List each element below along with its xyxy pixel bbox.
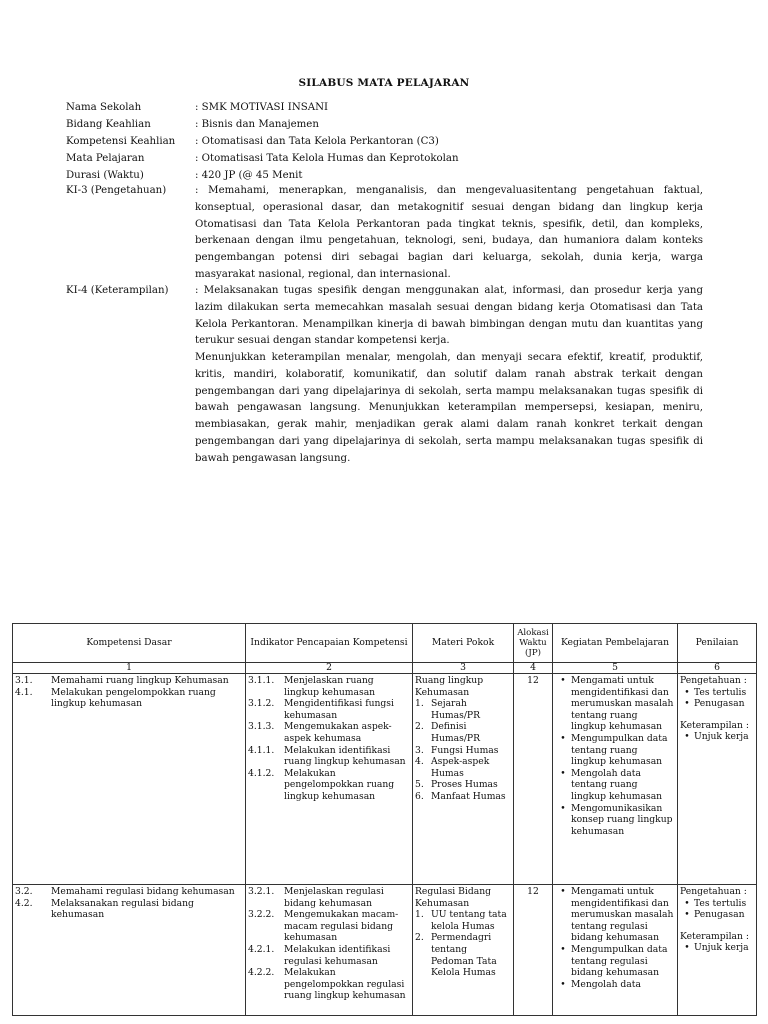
materi-text: UU tentang tata kelola Humas [431,909,507,932]
kd-text: Memahami regulasi bidang kehumasan [51,886,235,897]
materi-number: 5. [415,779,424,791]
indicator-item [248,909,410,944]
penilaian-text: Penugasan [694,698,745,710]
materi-number: 3. [415,744,424,756]
meta-value: : SMK MOTIVASI INSANI [195,102,329,113]
meta-row-competency [66,133,706,150]
column-number: 2 [246,663,413,674]
meta-row-field [66,116,706,133]
indicator-item [248,675,410,698]
meta-value: : Otomatisasi dan Tata Kelola Perkantoran (C3) [195,136,439,147]
kegiatan-item [555,768,675,803]
penilaian-item [680,687,754,699]
syllabus-table [12,623,757,1016]
kegiatan-text: Mengumpulkan data tentang regulasi bidang kehumasan [571,943,668,979]
kegiatan-text: Mengamati untuk mengidentifikasi dan merumuskan masalah tentang ruang lingkup kehumasan [571,675,674,733]
materi-number: 2. [415,721,424,733]
penilaian-item [680,909,754,921]
kegiatan-text: Mengamati untuk mengidentifikasi dan merumuskan masalah tentang regulasi bidang kehumasan [571,886,674,944]
cell-alokasi-waktu: 12 [514,674,553,885]
materi-title: Ruang lingkup Kehumasan [415,675,484,698]
kd-item [15,898,243,921]
column-number: 4 [514,663,553,674]
meta-row-school [66,99,706,116]
ki4-text-1: : Melaksanakan tugas spesifik dengan menggunakan alat, informasi, dan prosedur kerja yang lazim dilakukan serta memecahkan masalah sesuai dengan bidang kerja Otomatisasi dan Tata Kelola Perkantoran. Menampilkan kinerja di bawah bimbingan dengan mutu dan kuantitas yang terukur sesuai dengan standar kompetensi kerja. [195,285,703,347]
table-row [13,674,757,885]
meta-value: : 420 JP (@ 45 Menit [195,170,303,181]
indicator-text: Mengemukakan aspek-aspek kehumasa [284,721,392,744]
bullet-icon: • [560,886,566,897]
kegiatan-item [555,803,675,838]
kd-number: 3.1. [15,675,33,686]
header-kegiatan: Kegiatan Pembelajaran [553,624,678,663]
indicator-text: Melakukan identifikasi regulasi kehumasan [284,943,391,967]
table-row [13,885,757,1016]
ki4-label: KI-4 (Keterampilan) [66,285,169,296]
cell-alokasi-waktu: 12 [514,885,553,1016]
column-number: 3 [413,663,514,674]
cell-indikator [246,674,413,885]
meta-label: Kompetensi Keahlian [66,136,176,147]
column-number: 6 [678,663,757,674]
indicator-number: 4.2.2. [248,967,275,979]
indicator-number: 3.1.3. [248,721,275,733]
penilaian-item [680,898,754,910]
header-penilaian: Penilaian [678,624,757,663]
kd-text: Melaksanakan regulasi bidang kehumasan [51,897,194,921]
materi-item [415,932,511,978]
materi-number: 1. [415,909,424,921]
materi-text: Aspek-aspek Humas [431,756,490,779]
indicator-item [248,768,410,803]
penilaian-text: Tes tertulis [694,897,747,909]
indicator-text: Melakukan identifikasi ruang lingkup kehumasan [284,744,406,768]
indicator-number: 4.1.2. [248,767,275,779]
materi-item [415,756,511,779]
penilaian-text: Tes tertulis [694,686,747,698]
materi-item [415,745,511,757]
bullet-icon: • [684,698,690,710]
materi-number: 1. [415,698,424,710]
kd-number: 4.2. [15,897,33,909]
penilaian-pengetahuan-label: Pengetahuan : [680,675,747,686]
ki3-label: KI-3 (Pengetahuan) [66,185,167,196]
indicator-text: Menjelaskan ruang lingkup kehumasan [284,675,376,698]
meta-row-duration [66,167,706,184]
column-number-row [13,663,757,674]
header-kompetensi-dasar: Kompetensi Dasar [13,624,246,663]
cell-materi-pokok [413,885,514,1016]
indicator-number: 4.1.1. [248,744,275,756]
header-materi-pokok: Materi Pokok [413,624,514,663]
meta-label: Mata Pelajaran [66,153,145,164]
identity-block [66,99,706,184]
penilaian-item [680,942,754,954]
bullet-icon: • [684,897,690,909]
indicator-item [248,698,410,721]
bullet-icon: • [684,942,690,954]
indicator-text: Menjelaskan regulasi bidang kehumasan [284,886,384,909]
kegiatan-text: Mengomunikasikan konsep ruang lingkup kehumasan [571,802,673,837]
bullet-icon: • [560,802,566,814]
indicator-text: Mengidentifikasi fungsi kehumasan [284,698,394,721]
penilaian-text: Unjuk kerja [694,731,749,743]
materi-item [415,909,511,932]
bullet-icon: • [684,731,690,743]
bullet-icon: • [560,943,566,955]
indicator-number: 3.2.2. [248,909,275,921]
column-number: 1 [13,663,246,674]
materi-text: Permendagri tentang Pedoman Tata Kelola Humas [431,932,497,979]
materi-item [415,721,511,744]
materi-number: 2. [415,932,424,944]
materi-number: 6. [415,790,424,802]
penilaian-item [680,731,754,743]
header-alokasi-waktu: Alokasi Waktu (JP) [514,624,553,663]
indicator-number: 3.2.1. [248,886,275,897]
materi-text: Definisi Humas/PR [431,721,481,744]
kegiatan-item [555,675,675,733]
indicator-number: 3.1.1. [248,675,275,686]
table-header-row [13,624,757,663]
indicator-number: 4.2.1. [248,943,275,955]
bullet-icon: • [684,686,690,698]
bullet-icon: • [684,909,690,921]
indicator-text: Melakukan pengelompokkan ruang lingkup kehumasan [284,767,395,802]
meta-label: Nama Sekolah [66,102,142,113]
meta-label: Bidang Keahlian [66,119,151,130]
bullet-icon: • [560,675,566,686]
cell-indikator [246,885,413,1016]
kegiatan-item [555,886,675,944]
cell-kegiatan [553,674,678,885]
indicator-item [248,944,410,967]
kd-text: Memahami ruang lingkup Kehumasan [51,675,229,686]
header-indikator: Indikator Pencapaian Kompetensi [246,624,413,663]
kegiatan-text: Mengolah data tentang ruang lingkup kehumasan [571,767,663,802]
penilaian-text: Penugasan [694,909,745,921]
cell-kompetensi-dasar [13,674,246,885]
bullet-icon: • [560,978,566,990]
cell-kompetensi-dasar [13,885,246,1016]
meta-value: : Bisnis dan Manajemen [195,119,319,130]
indicator-item [248,721,410,744]
materi-text: Proses Humas [431,779,498,791]
kd-item [15,886,243,898]
kegiatan-item [555,944,675,979]
ki3-text: : Memahami, menerapkan, menganalisis, dan mengevaluasitentang pengetahuan faktual, konseptual, operasional dasar, dan metakognitif sesuai dengan bidang dan lingkup kerja Otomatisasi dan Tata Kelola Perkantoran pada tingkat teknis, spesifik, detil, dan kompleks, berkenaan dengan ilmu pengetahuan, teknologi, seni, budaya, dan humaniora dalam konteks pengembangan potensi diri sebagai bagian dari keluarga, sekolah, dunia kerja, warga masyarakat nasional, regional, dan internasional. [195,185,703,280]
column-number: 5 [553,663,678,674]
cell-kegiatan [553,885,678,1016]
bullet-icon: • [560,767,566,779]
materi-title: Regulasi Bidang Kehumasan [415,886,491,909]
materi-item [415,791,511,803]
kd-item [15,687,243,710]
kd-item [15,675,243,687]
cell-penilaian [678,885,757,1016]
indicator-text: Mengemukakan macam-macam regulasi bidang kehumasan [284,909,399,944]
kd-number: 4.1. [15,686,33,698]
ki4-text-2: Menunjukkan keterampilan menalar, mengolah, dan menyaji secara efektif, kreatif, produktif, kritis, mandiri, kolaboratif, komunikatif, dan solutif dalam ranah abstrak terkait dengan pengembangan dari yang dipelajarinya di sekolah, serta mampu melaksanakan tugas spesifik di bawah pengawasan langsung. Menunjukkan keterampilan mempersepsi, kesiapan, meniru, membiasakan, gerak mahir, menjadikan gerak alami dalam ranah konkret terkait dengan pengembangan dari yang dipelajarinya di sekolah, serta mampu melaksanakan tugas spesifik di bawah pengawasan langsung. [195,352,703,464]
kegiatan-item [555,733,675,768]
meta-row-subject [66,150,706,167]
indicator-item [248,967,410,1002]
indicator-text: Melakukan pengelompokkan regulasi ruang lingkup kehumasan [284,967,406,1002]
materi-item [415,779,511,791]
kegiatan-text: Mengumpulkan data tentang ruang lingkup kehumasan [571,732,668,768]
penilaian-text: Unjuk kerja [694,942,749,954]
materi-number: 4. [415,756,424,768]
materi-text: Sejarah Humas/PR [431,698,481,721]
indicator-item [248,745,410,768]
bullet-icon: • [560,732,566,744]
cell-materi-pokok [413,674,514,885]
materi-text: Manfaat Humas [431,790,506,802]
indicator-item [248,886,410,909]
penilaian-keterampilan-label: Keterampilan : [680,930,749,942]
kegiatan-item [555,979,675,991]
materi-item [415,698,511,721]
kd-number: 3.2. [15,886,33,897]
meta-label: Durasi (Waktu) [66,170,144,181]
cell-penilaian [678,674,757,885]
indicator-number: 3.1.2. [248,698,275,710]
penilaian-pengetahuan-label: Pengetahuan : [680,886,747,897]
penilaian-item [680,698,754,710]
document-title: SILABUS MATA PELAJARAN [298,77,470,89]
penilaian-keterampilan-label: Keterampilan : [680,719,749,731]
kd-text: Melakukan pengelompokkan ruang lingkup kehumasan [51,686,216,710]
meta-value: : Otomatisasi Tata Kelola Humas dan Keprotokolan [195,153,459,164]
materi-text: Fungsi Humas [431,744,499,756]
kegiatan-text: Mengolah data [571,978,641,990]
